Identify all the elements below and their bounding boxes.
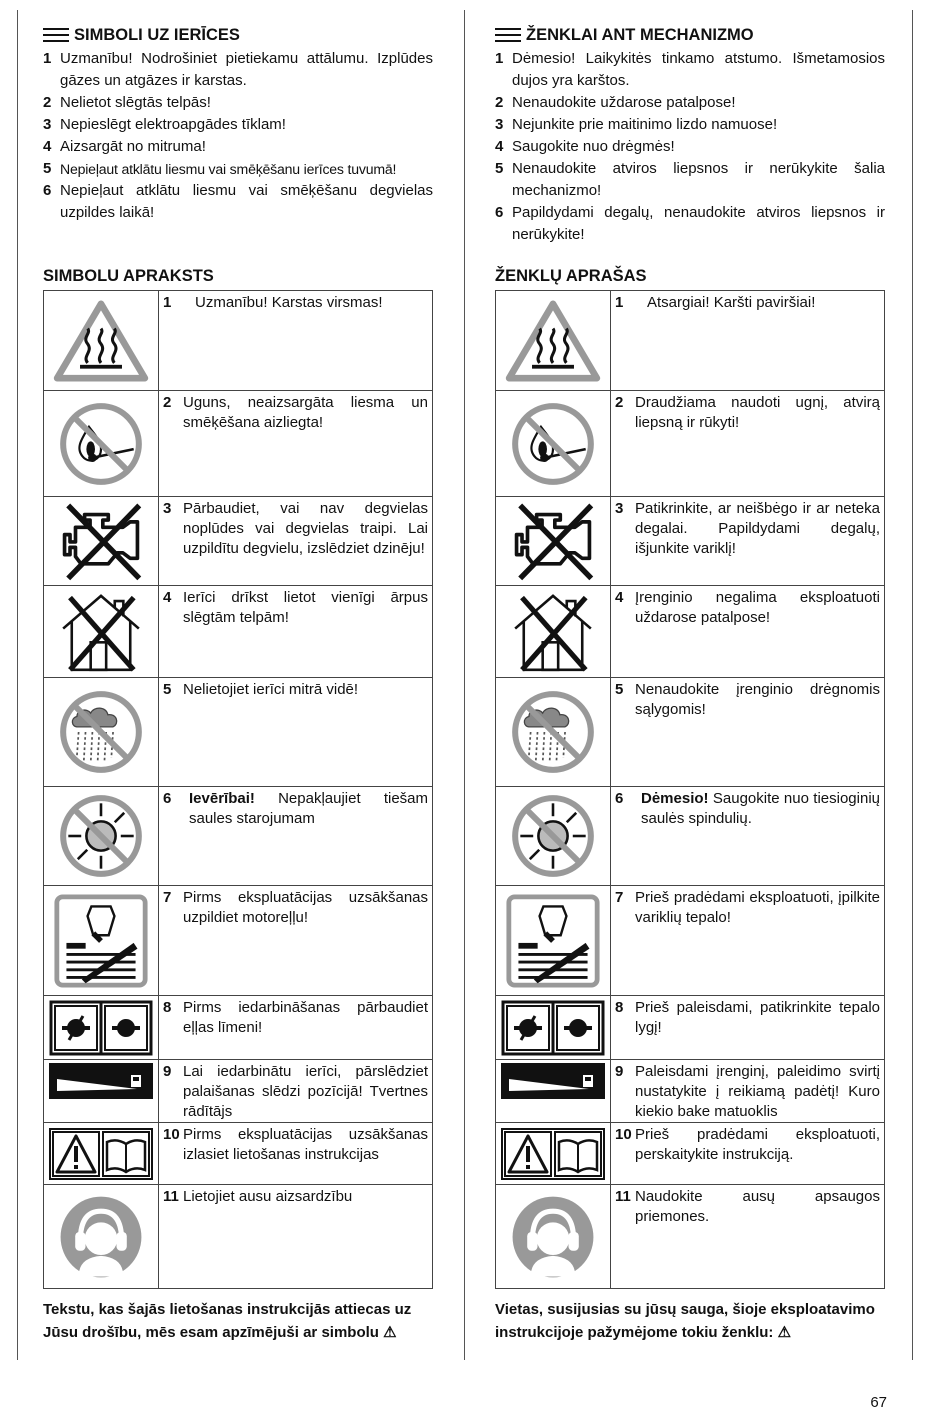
house-crossed-icon: [58, 589, 144, 675]
table-row: 1 Uzmanību! Karstas virsmas!: [44, 291, 433, 391]
table-row: 9 Paleisdami įrenginį, paleidimo svirtį nustatykite į reikiamą padėtį! Kuro kiekio bake matuoklis: [496, 1060, 885, 1123]
list-icon: [495, 28, 521, 43]
table-row: 4 Ierīci drīkst lietot vienīgi ārpus slēgtām telpām!: [44, 586, 433, 678]
read-manual-icon: [501, 1128, 605, 1180]
table-row: 11 Lietojiet ausu aizsardzību: [44, 1185, 433, 1289]
engine-crossed-icon: [55, 500, 147, 582]
fill-oil-icon: [53, 893, 149, 989]
page-number: 67: [870, 1394, 887, 1411]
safety-footnote: Tekstu, kas šajās lietošanas instrukcijās attiecas uz Jūsu drošību, mēs esam apzīmējuši ar simbolu ⚠: [43, 1301, 412, 1341]
table-row: 7 Pirms ekspluatācijas uzsākšanas uzpildiet motoreļļu!: [44, 886, 433, 996]
table-row: 10 Prieš pradėdami eksploatuoti, perskaitykite instrukciją.: [496, 1123, 885, 1185]
left-margin-line: [17, 10, 18, 1360]
symbols-on-device-heading: ŽENKLAI ANT MECHANIZMO: [495, 24, 885, 46]
engine-crossed-icon: [507, 500, 599, 582]
no-open-flame-icon: [510, 401, 596, 487]
list-item: 5 Nenaudokite atviros liepsnos ir nerūkykite šalia mechanizmo!: [495, 160, 885, 199]
fill-oil-icon: [505, 893, 601, 989]
table-row: 2 Uguns, neaizsargāta liesma un smēķēšana aizliegta!: [44, 391, 433, 497]
no-open-flame-icon: [58, 401, 144, 487]
list-item: 2 Nelietot slēgtās telpās!: [43, 94, 211, 111]
column-right: [495, 24, 885, 246]
table-row: 1 Atsargiai! Karšti paviršiai!: [496, 291, 885, 391]
column-left: [43, 24, 433, 224]
read-manual-icon: [49, 1128, 153, 1180]
list-item: 1 Dėmesio! Laikykitės tinkamo atstumo. Išmetamosios dujos yra karštos.: [495, 50, 885, 89]
list-item: 1 Uzmanību! Nodrošiniet pietiekamu attālumu. Izplūdes gāzes un atgāzes ir karstas.: [43, 50, 433, 89]
center-divider-line: [464, 10, 465, 1360]
no-sun-icon: [58, 793, 144, 879]
no-rain-icon: [510, 689, 596, 775]
table-row: 9 Lai iedarbinātu ierīci, pārslēdziet palaišanas slēdzi pozīcijā! Tvertnes rādītājs: [44, 1060, 433, 1123]
table-row: 3 Pārbaudiet, vai nav degvielas noplūdes vai degvielas traipi. Lai uzpildītu degvielu, izslēdziet dzinēju!: [44, 497, 433, 586]
no-rain-icon: [58, 689, 144, 775]
table-row: 3 Patikrinkite, ar neišbėgo ir ar neteka degalai. Papildydami degalų, išjunkite variklį!: [496, 497, 885, 586]
table-row: 6 Ievērībai! Nepakļaujiet tiešam saules starojumam: [44, 787, 433, 886]
table-row: 4 Įrenginio negalima eksploatuoti uždarose patalpose!: [496, 586, 885, 678]
list-item: 2 Nenaudokite uždarose patalpose!: [495, 94, 736, 111]
ear-protection-icon: [58, 1194, 144, 1280]
symbol-table: [43, 290, 433, 1289]
oil-level-icon: [49, 1000, 153, 1056]
oil-level-icon: [501, 1000, 605, 1056]
list-item: 6 Nepieļaut atklātu liesmu vai smēķēšanu degvielas uzpildes laikā!: [43, 182, 433, 221]
table-row: 5 Nelietojiet ierīci mitrā vidē!: [44, 678, 433, 787]
right-margin-line: [912, 10, 913, 1360]
symbol-table: [495, 290, 885, 1289]
table-row: 2 Draudžiama naudoti ugnį, atvirą liepsną ir rūkyti!: [496, 391, 885, 497]
safety-footnote: Vietas, susijusias su jūsų sauga, šioje eksploatavimo instrukcijoje pažymėjome tokiu ženklu: ⚠: [495, 1301, 875, 1341]
table-row: 6 Dėmesio! Saugokite nuo tiesioginių saulės spindulių.: [496, 787, 885, 886]
list-item: 3 Nepieslēgt elektroapgādes tīklam!: [43, 116, 286, 133]
table-row: 8 Pirms iedarbināšanas pārbaudiet eļļas līmeni!: [44, 996, 433, 1060]
list-item: 6 Papildydami degalų, nenaudokite atviros liepsnos ir nerūkykite!: [495, 204, 885, 243]
symbols-list: [495, 48, 885, 246]
list-item: 5 Nepieļaut atklātu liesmu vai smēķēšanu ierīces tuvumā!: [43, 160, 397, 177]
no-sun-icon: [510, 793, 596, 879]
symbol-description-heading: ŽENKLŲ APRAŠAS: [495, 267, 647, 285]
symbol-description-heading: SIMBOLU APRAKSTS: [43, 267, 214, 285]
table-row: 11 Naudokite ausų apsaugos priemones.: [496, 1185, 885, 1289]
table-row: 7 Prieš pradėdami eksploatuoti, įpilkite variklių tepalo!: [496, 886, 885, 996]
house-crossed-icon: [510, 589, 596, 675]
table-row: 10 Pirms ekspluatācijas uzsākšanas izlasiet lietošanas instrukcijas: [44, 1123, 433, 1185]
list-item: 4 Aizsargāt no mitruma!: [43, 138, 206, 155]
list-icon: [43, 28, 69, 43]
choke-lever-icon: [501, 1063, 605, 1099]
ear-protection-icon: [510, 1194, 596, 1280]
table-row: 5 Nenaudokite įrenginio drėgnomis sąlygomis!: [496, 678, 885, 787]
list-item: 4 Saugokite nuo drėgmės!: [495, 138, 675, 155]
hot-surface-icon: [53, 300, 149, 382]
choke-lever-icon: [49, 1063, 153, 1099]
list-item: 3 Nejunkite prie maitinimo lizdo namuose!: [495, 116, 778, 133]
symbols-list: [43, 48, 433, 224]
symbols-on-device-heading: SIMBOLI UZ IERĪCES: [43, 24, 433, 46]
table-row: 8 Prieš paleisdami, patikrinkite tepalo lygį!: [496, 996, 885, 1060]
hot-surface-icon: [505, 300, 601, 382]
